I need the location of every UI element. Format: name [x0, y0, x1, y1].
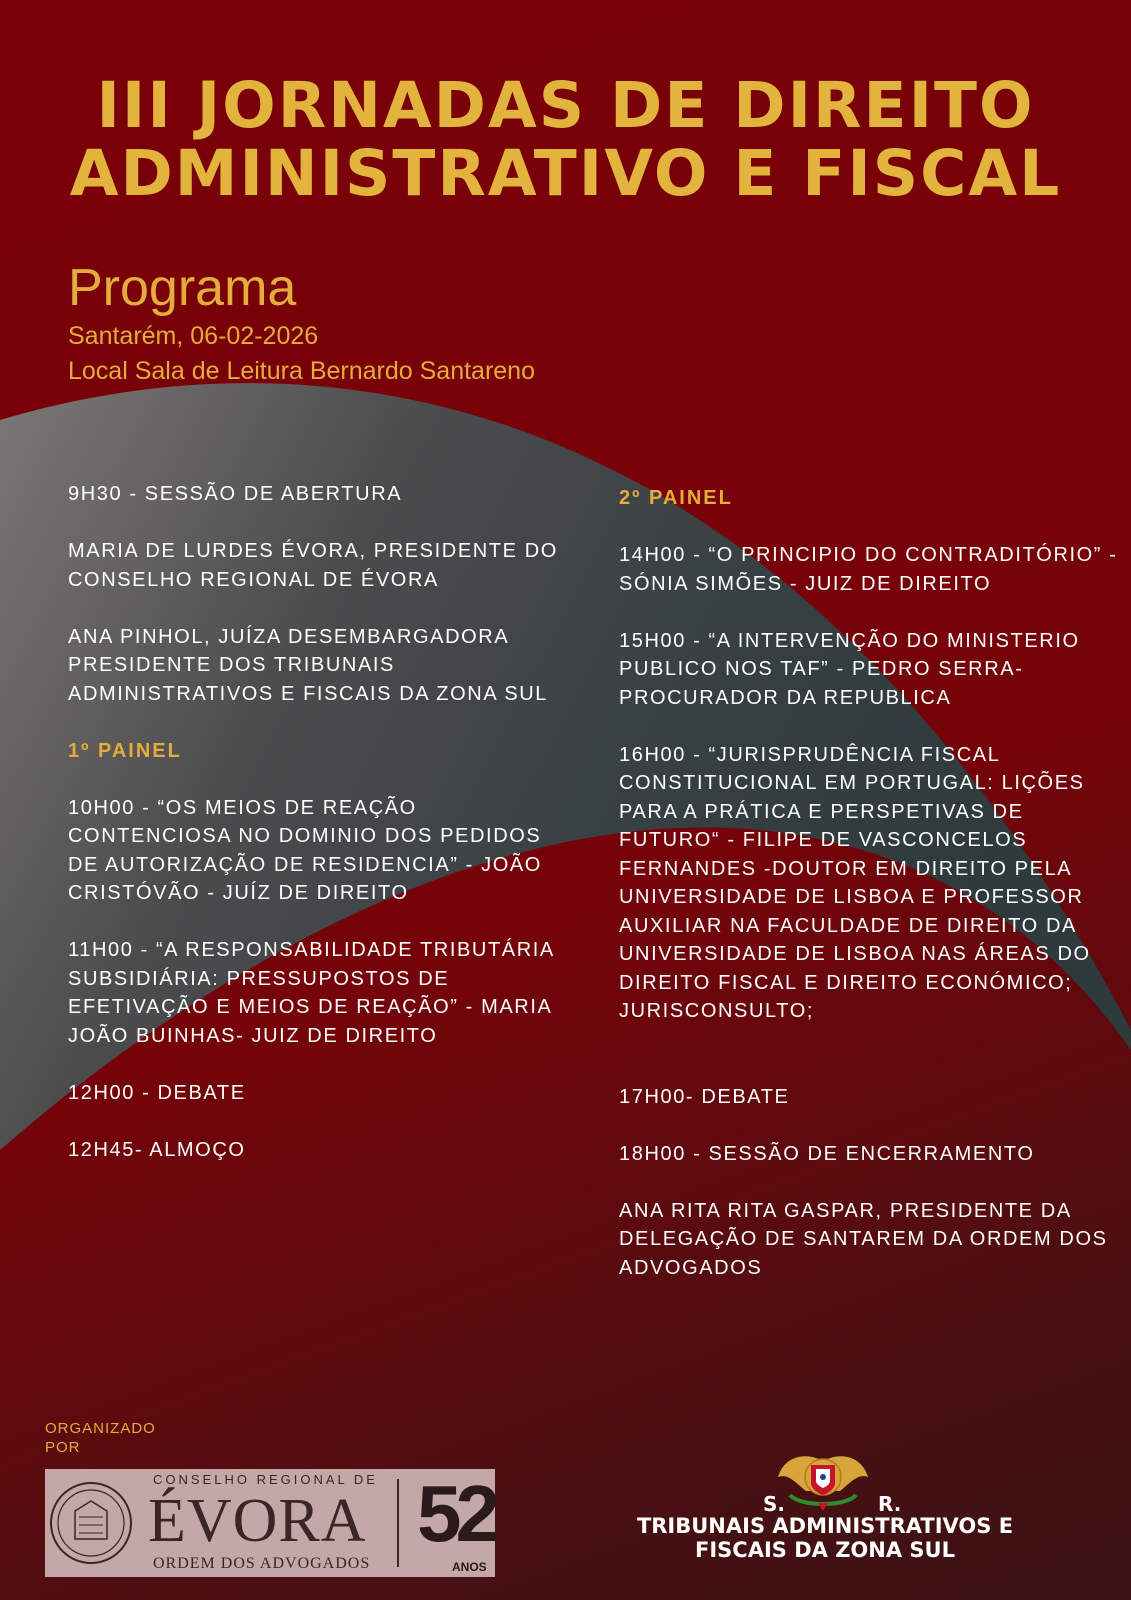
schedule-left-column — [68, 480, 563, 1193]
venue: Local Sala de Leitura Bernardo Santareno — [68, 357, 535, 385]
logo-bottom-text: ORDEM DOS ADVOGADOS — [153, 1555, 371, 1572]
logo-main-text: ÉVORA — [148, 1487, 367, 1555]
organizer-label-line-1: ORGANIZADO — [45, 1420, 156, 1437]
programa-heading: Programa — [68, 259, 297, 317]
schedule-item: 17H00- DEBATE — [619, 1085, 790, 1108]
portuguese-coat-of-arms-icon — [770, 1447, 876, 1513]
organizer-label-line-2: POR — [45, 1439, 81, 1456]
logo-top-text: CONSELHO REGIONAL DE — [153, 1472, 378, 1487]
schedule-item: 15H00 - “A INTERVENÇÃO DO MINISTERIO PUBLICO NOS TAF” - PEDRO SERRA- PROCURADOR DA REPUBLICA — [619, 629, 1080, 709]
evora-council-logo — [45, 1469, 495, 1577]
court-letter-left: S. — [763, 1492, 786, 1516]
schedule-item: 16H00 - “JURISPRUDÊNCIA FISCAL CONSTITUCIONAL EM PORTUGAL: LIÇÕES PARA A PRÁTICA E PERSPETIVAS DE FUTURO“ - FILIPE DE VASCONCELOS FERNANDES -DOUTOR EM DIREITO PELA UNIVERSIDADE DE LISBOA E PROFESSOR AUXILIAR NA FACULDADE DE DIREITO DA UNIVERSIDADE DE LISBOA NAS ÁREAS DO DIREITO FISCAL E DIREITO ECONÓMICO; JURISCONSULTO; — [619, 743, 1091, 1022]
schedule-item: 12H45- ALMOÇO — [68, 1138, 246, 1161]
court-name-line-1: TRIBUNAIS ADMINISTRATIVOS E — [636, 1514, 1014, 1538]
court-name-line-2: FISCAIS DA ZONA SUL — [695, 1538, 955, 1562]
schedule-item: 12H00 - DEBATE — [68, 1081, 246, 1104]
anniversary-number: 52 — [417, 1469, 494, 1558]
schedule-item: ANA PINHOL, JUÍZA DESEMBARGADORA PRESIDENTE DOS TRIBUNAIS ADMINISTRATIVOS E FISCAIS DA ZONA SUL — [68, 625, 549, 705]
schedule-item: 11H00 - “A RESPONSABILIDADE TRIBUTÁRIA SUBSIDIÁRIA: PRESSUPOSTOS DE EFETIVAÇÃO E MEIOS DE REAÇÃO” - MARIA JOÃO BUINHAS- JUIZ DE DIREITO — [68, 939, 554, 1047]
event-title — [0, 69, 1131, 210]
schedule-item: 10H00 - “OS MEIOS DE REAÇÃO CONTENCIOSA NO DOMINIO DOS PEDIDOS DE AUTORIZAÇÃO DE RESIDENCIA” - JOÃO CRISTÓVÃO - JUÍZ DE DIREITO — [68, 796, 542, 904]
panel-heading: 2º PAINEL — [619, 487, 733, 509]
court-letter-right: R. — [878, 1492, 902, 1516]
order-seal-icon — [48, 1475, 138, 1571]
logo-divider — [397, 1479, 399, 1567]
anniversary-label: ANOS — [452, 1560, 487, 1574]
schedule-item: MARIA DE LURDES ÉVORA, PRESIDENTE DO CONSELHO REGIONAL DE ÉVORA — [68, 540, 558, 591]
place-date: Santarém, 06-02-2026 — [68, 322, 319, 350]
court-name — [620, 1514, 1030, 1562]
panel-heading: 1º PAINEL — [68, 739, 182, 762]
organizer-label — [45, 1419, 156, 1457]
schedule-item: ANA RITA RITA GASPAR, PRESIDENTE DA DELEGAÇÃO DE SANTAREM DA ORDEM DOS ADVOGADOS — [619, 1199, 1108, 1279]
title-line-1: III JORNADAS DE DIREITO — [96, 69, 1035, 142]
title-line-2: ADMINISTRATIVO E FISCAL — [69, 137, 1062, 210]
schedule-item: 14H00 - “O PRINCIPIO DO CONTRADITÓRIO” - SÓNIA SIMÕES - JUIZ DE DIREITO — [619, 544, 1118, 595]
schedule-item: 9H30 - SESSÃO DE ABERTURA — [68, 483, 403, 505]
schedule-item: 18H00 - SESSÃO DE ENCERRAMENTO — [619, 1142, 1035, 1165]
schedule-right-column — [619, 484, 1119, 1311]
